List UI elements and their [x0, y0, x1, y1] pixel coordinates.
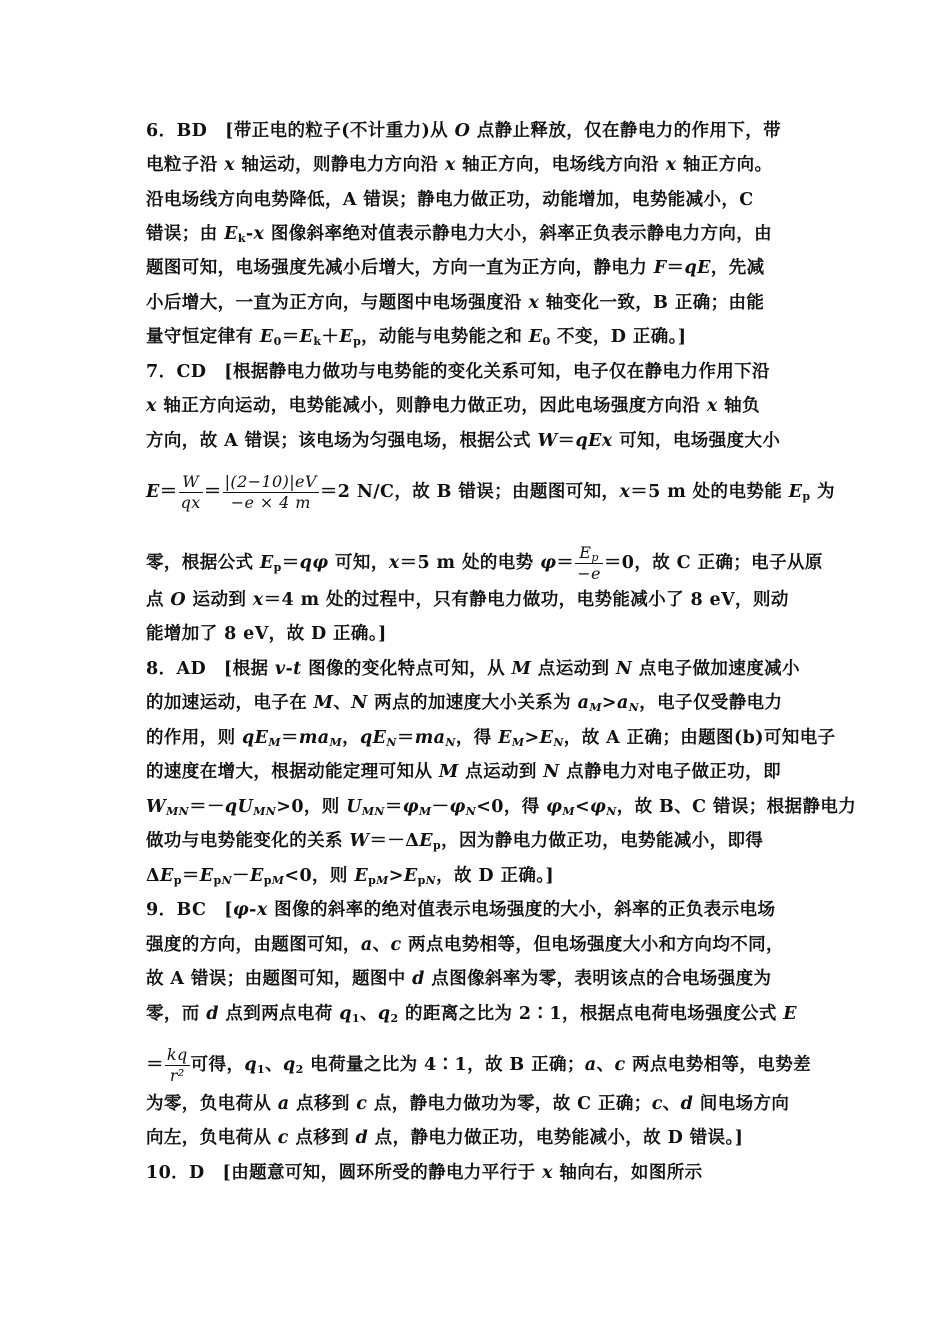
fraction: $\frac{W}{qx}$	[180, 472, 201, 512]
text-line: 8．AD [根据 v-t 图像的变化特点可知，从 M 点运动到 N 点电子做加速度减小	[146, 659, 800, 679]
fraction: $\frac{|(2-10)|eV}{-e \times 4 m}$	[224, 472, 317, 512]
text-line: x 轴正方向运动，电势能减小，则静电力做正功，因此电场强度方向沿 x 轴负	[146, 396, 760, 416]
text-line: 能增加了 8 eV，故 D 正确。]	[146, 624, 387, 644]
text-line: 小后增大，一直为正方向，与题图中电场强度沿 x 轴变化一致，B 正确；由能	[146, 293, 765, 313]
text-line: 故 A 错误；由题图可知，题图中 d 点图像斜率为零，表明该点的合电场强度为	[146, 969, 772, 989]
text-line: 点 O 运动到 x＝4 m 处的过程中，只有静电力做功，电势能减小了 8 eV，则动	[146, 590, 789, 610]
text-line: 的速度在增大，根据动能定理可知从 M 点运动到 N 点静电力对电子做正功，即	[146, 762, 781, 782]
text-line: 的加速运动，电子在 M、N 两点的加速度大小关系为 $a_M>a_N$，电子仅受静电力	[146, 693, 783, 714]
text-line: 7．CD [根据静电力做功与电势能的变化关系可知，电子仅在静电力作用下沿	[146, 362, 770, 382]
fraction: $\frac{E_p}{-e}$	[577, 543, 601, 583]
text-line: 零，而 d 点到两点电荷 $q_1$、$q_2$ 的距离之比为 2∶1，根据点电荷电场强度公式 E	[146, 1004, 798, 1025]
text-line: $W_{MN}=-qU_{MN}>0$，则 $U_{MN}=\varphi_M-\varphi_N<0$，得 $\varphi_M<\varphi_N$，故 B、C 错误；根据静电力	[146, 797, 857, 818]
text-line: 10．D [由题意可知，圆环所受的静电力平行于 x 轴向右，如图所示	[146, 1163, 703, 1183]
text-line-formula: ＝ $\frac{kq}{\text{r²}}$ 可得，$q_1$、$q_2$ 电荷量之比为 4∶1，故 B 正确；a、c 两点电势相等，电势差	[146, 1045, 812, 1085]
text-line: 沿电场线方向电势降低，A 错误；静电力做正功，动能增加，电势能减小，C	[146, 190, 754, 210]
text-line: 9．BC [φ-x 图像的斜率的绝对值表示电场强度的大小，斜率的正负表示电场	[146, 900, 776, 920]
text-line: 错误；由 $E_k-x$ 图像斜率绝对值表示静电力大小，斜率正负表示静电力方向，由	[146, 224, 773, 245]
text-line: 的作用，则 $qE_M=ma_M$，$qE_N=ma_N$，得 $E_M>E_N$，故 A 正确；由题图(b)可知电子	[146, 728, 836, 749]
text-line: 电粒子沿 x 轴运动，则静电力方向沿 x 轴正方向，电场线方向沿 x 轴正方向。	[146, 155, 773, 175]
text-line-formula: E＝ $\frac{W}{qx}$ ＝ $\frac{|(2-10)|eV}{-e \times 4 m}$ ＝2 N/C，故 B 错误；由题图可知，x＝5 m 处的电势能 $E_p$ 为	[146, 472, 835, 512]
text-line: 量守恒定律有 $E_0=E_k+E_p$，动能与电势能之和 $E_0$ 不变，D 正确。]	[146, 327, 687, 348]
text-line: 方向，故 A 错误；该电场为匀强电场，根据公式 W＝qEx 可知，电场强度大小	[146, 431, 781, 451]
fraction: $\frac{kq}{\text{r²}}$	[166, 1045, 188, 1085]
text-line: $\Delta E_p=E_{pN}-E_{pM}<0$，则 $E_{pM}>E_{pN}$，故 D 正确。]	[146, 866, 555, 887]
text-line: 为零，负电荷从 a 点移到 c 点，静电力做功为零，故 C 正确；c、d 间电场方向	[146, 1094, 790, 1114]
text-line: 强度的方向，由题图可知，a、c 两点电势相等，但电场强度大小和方向均不同，	[146, 935, 784, 955]
text-line: 向左，负电荷从 c 点移到 d 点，静电力做正功，电势能减小，故 D 错误。]	[146, 1128, 744, 1148]
text-line: 做功与电势能变化的关系 $W=-\Delta E_p$，因为静电力做正功，电势能减小，即得	[146, 831, 764, 852]
text-line: 6．BD [带正电的粒子(不计重力)从 O 点静止释放，仅在静电力的作用下，带	[146, 121, 782, 141]
text-line: 题图可知，电场强度先减小后增大，方向一直为正方向，静电力 F＝qE，先减	[146, 258, 765, 278]
text-line-formula: 零，根据公式 $E_p=q\varphi$ 可知，x＝5 m 处的电势 φ＝ $\frac{E_p}{-e}$ ＝0，故 C 正确；电子从原	[146, 543, 823, 583]
